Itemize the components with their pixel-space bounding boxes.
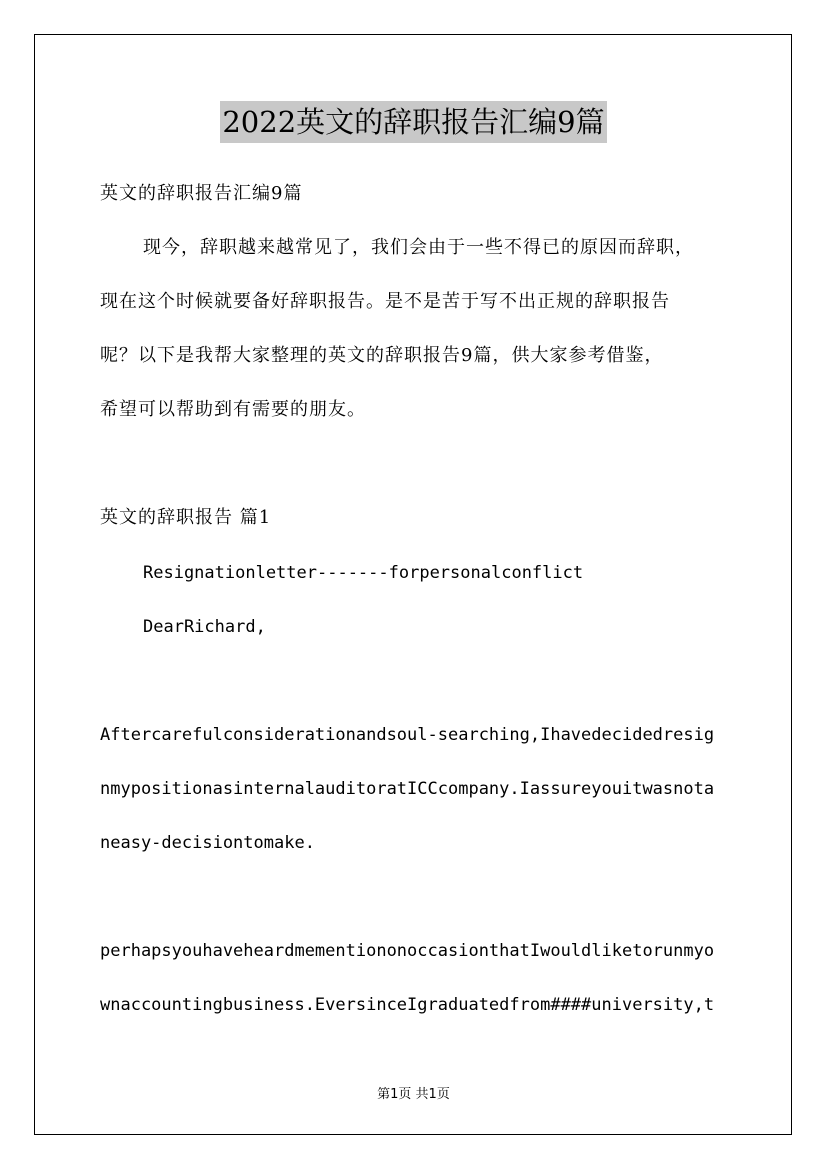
paragraph-line: Aftercarefulconsiderationandsoul-searching,Ihavedecidedresig	[100, 725, 715, 745]
intro-line: 呢？以下是我帮大家整理的英文的辞职报告9篇，供大家参考借鉴，	[100, 345, 664, 366]
intro-line: 现今，辞职越来越常见了，我们会由于一些不得已的原因而辞职，	[143, 237, 694, 258]
section-heading: 英文的辞职报告 篇1	[100, 507, 272, 528]
intro-line: 希望可以帮助到有需要的朋友。	[100, 399, 366, 420]
page-footer: 第1页 共1页	[377, 1087, 450, 1102]
paragraph-line: nmypositionasinternalauditoratICCcompany.Iassureyouitwasnota	[100, 779, 715, 799]
document-title: 2022英文的辞职报告汇编9篇	[220, 101, 606, 143]
document-subtitle: 英文的辞职报告汇编9篇	[100, 183, 303, 204]
intro-line: 现在这个时候就要备好辞职报告。是不是苦于写不出正规的辞职报告	[100, 291, 670, 312]
letter-salutation: DearRichard,	[143, 617, 266, 637]
title-container	[0, 101, 827, 143]
paragraph-line: wnaccountingbusiness.EversinceIgraduatedfrom####university,t	[100, 995, 715, 1015]
paragraph-line: neasy-decisiontomake.	[100, 833, 315, 853]
paragraph-line: perhapsyouhaveheardmementiononoccasionthatIwouldliketorunmyo	[100, 941, 715, 961]
letter-title: Resignationletter-------forpersonalconflict	[143, 563, 584, 583]
